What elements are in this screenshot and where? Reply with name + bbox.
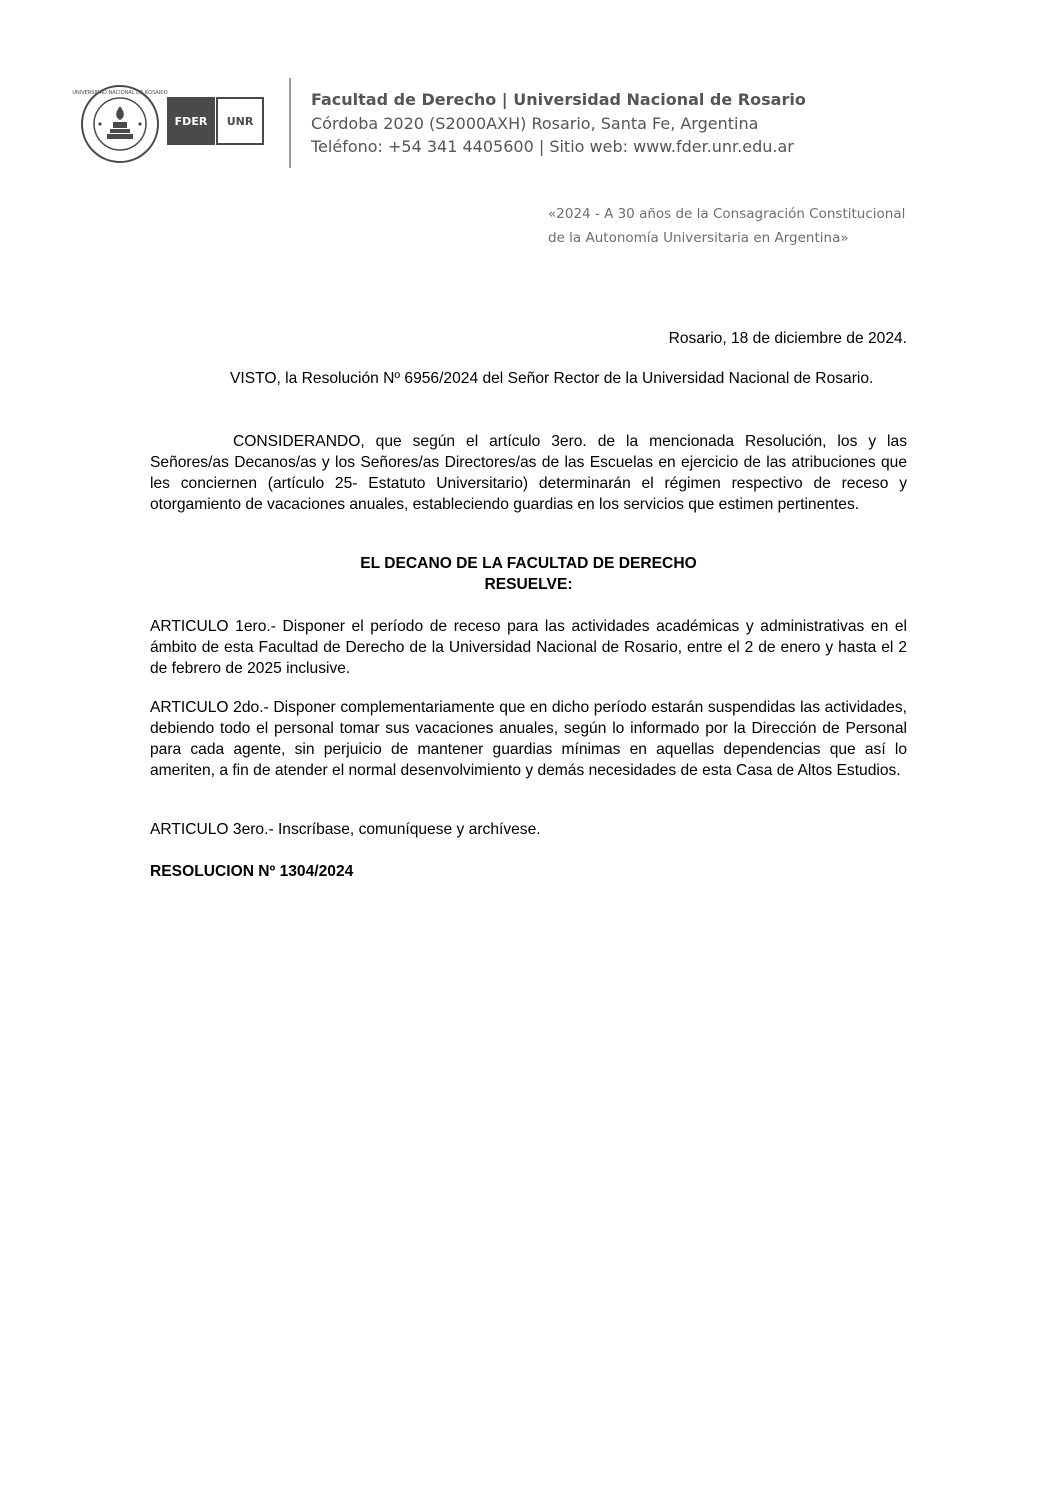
articulo-2: ARTICULO 2do.- Disponer complementariamente que en dicho período estarán suspendidas las actividades, debiendo todo el personal tomar sus vacaciones anuales, según lo informado por la Dirección de Personal para cada agente, sin perjuicio de mantener guardias mínimas en aquellas dependencias que así lo ameriten, a fin de atender el normal desenvolvimiento y demás necesidades de esta Casa de Altos Estudios. <box>150 699 907 779</box>
visto-paragraph: VISTO, la Resolución Nº 6956/2024 del Señor Rector de la Universidad Nacional de Rosario. <box>230 370 874 387</box>
document-date: Rosario, 18 de diciembre de 2024. <box>668 330 907 347</box>
header-divider <box>289 78 291 168</box>
fder-logo <box>167 97 215 145</box>
year-motto-line-2: de la Autonomía Universitaria en Argentina» <box>548 230 849 246</box>
considerando-paragraph: CONSIDERANDO, que según el artículo 3ero. de la mencionada Resolución, los y las Señores/as Decanos/as y los Señores/as Directores/as de las Escuelas en ejercicio de las atribuciones que les conciernen (artículo 25- Estatuto Universitario) determinarán el régimen respectivo de receso y otorgamiento de vacaciones anuales, estableciendo guardias en los servicios que estimen pertinentes. <box>150 433 907 513</box>
seal-text: UNIVERSIDAD NACIONAL DE ROSARIO <box>72 90 168 96</box>
heading-decano: EL DECANO DE LA FACULTAD DE DERECHO <box>360 555 697 572</box>
articulo-3: ARTICULO 3ero.- Inscríbase, comuníquese y archívese. <box>150 821 541 838</box>
unr-logo <box>216 97 264 145</box>
resolution-number: RESOLUCION Nº 1304/2024 <box>150 863 354 880</box>
unr-logo-text: UNR <box>226 114 254 128</box>
fder-logo-text: FDER <box>174 114 208 128</box>
heading-resuelve: RESUELVE: <box>484 576 573 593</box>
year-motto-line-1: «2024 - A 30 años de la Consagración Constitucional <box>548 206 906 222</box>
articulo-1: ARTICULO 1ero.- Disponer el período de receso para las actividades académicas y administrativas en el ámbito de esta Facultad de Derecho de la Universidad Nacional de Rosario, entre el 2 de enero y hasta el 2 de febrero de 2025 inclusive. <box>150 618 907 677</box>
institution-title: Facultad de Derecho | Universidad Nacional de Rosario <box>311 90 806 109</box>
university-seal-logo <box>72 84 168 164</box>
institution-address: Córdoba 2020 (S2000AXH) Rosario, Santa Fe, Argentina <box>311 114 759 133</box>
institution-contact: Teléfono: +54 341 4405600 | Sitio web: www.fder.unr.edu.ar <box>311 137 794 156</box>
